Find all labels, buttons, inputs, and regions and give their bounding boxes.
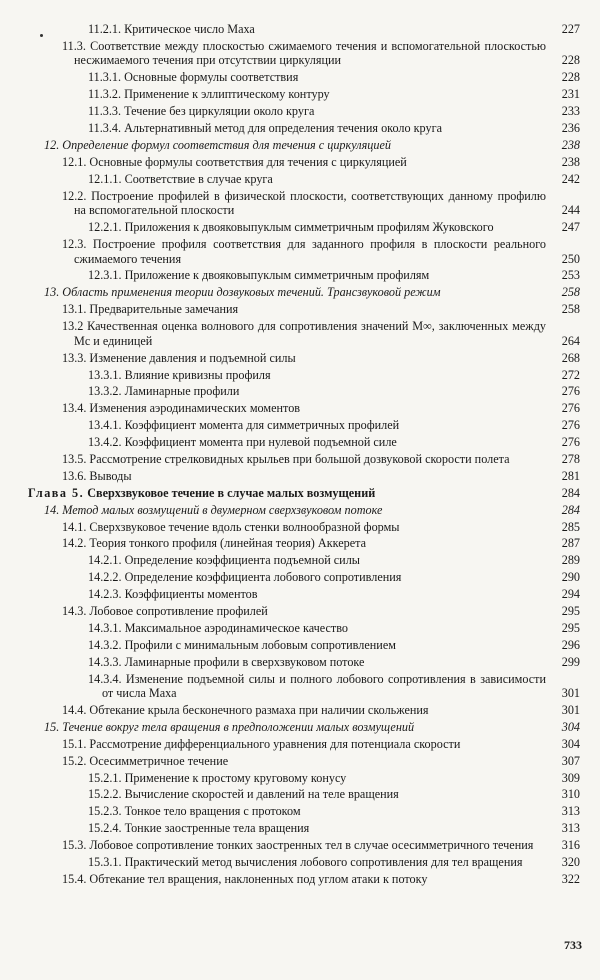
- toc-entry-body: [28, 872, 580, 887]
- toc-entry-page: 284: [561, 502, 580, 517]
- toc-entry-page: 290: [561, 570, 580, 585]
- toc-entry-number: 11.2.1.: [88, 22, 122, 36]
- toc-entry-title: Максимальное аэродинамическое качество: [124, 620, 348, 635]
- toc-entry: [28, 703, 580, 718]
- toc-entry-page: 272: [561, 367, 580, 382]
- toc-entry-body: [28, 138, 580, 153]
- toc-entry-title: Метод малых возмущений в двумерном сверхзвуковом потоке: [62, 502, 383, 517]
- toc-entry-number: 13.1.: [62, 302, 87, 317]
- toc-entry-number: 13.4.1.: [88, 418, 122, 433]
- toc-entry-body: [28, 172, 580, 187]
- toc-entry-body: [28, 621, 580, 636]
- toc-entry: [28, 87, 580, 102]
- toc-entry: [28, 720, 580, 735]
- toc-entry-number: 12.3.: [62, 236, 87, 251]
- toc-entry-title: Изменение давления и подъемной силы: [89, 350, 296, 365]
- toc-entry-body: [28, 401, 580, 416]
- toc-entry-title: Течение вокруг тела вращения в предположении малых возмущений: [62, 719, 415, 734]
- toc-entry-number: 11.3.: [62, 38, 86, 53]
- toc-entry-title: Практический метод вычисления лобового сопротивления для тел вращения: [124, 855, 523, 870]
- toc-entry-title: Определение коэффициента лобового сопротивления: [124, 570, 402, 585]
- toc-entry-number: 13.3.: [62, 350, 87, 365]
- toc-entry: [28, 737, 580, 752]
- toc-entry-body: [28, 368, 580, 383]
- toc-entry: [28, 621, 580, 636]
- toc-entry-title: Коэффициент момента при нулевой подъемной силе: [124, 435, 397, 450]
- toc-entry: [28, 553, 580, 568]
- toc-entry-number: 14.3.4.: [88, 671, 122, 686]
- toc-entry-page: 258: [561, 302, 580, 317]
- toc-entry: [28, 401, 580, 416]
- toc-entry-title: Альтернативный метод для определения течения около круга: [124, 121, 442, 136]
- toc-entry: [28, 39, 580, 68]
- toc-entry-page: 228: [561, 70, 580, 85]
- toc-entry-page: 304: [561, 736, 580, 751]
- ink-speck: [40, 34, 43, 37]
- toc-entry-body: [28, 503, 580, 518]
- toc-entry-page: 238: [561, 154, 580, 169]
- toc-entry-body: [28, 838, 580, 853]
- toc-entry-body: [28, 302, 580, 317]
- toc-entry-title: Построение профиля соответствия для заданного профиля в плоскости реального сжимаемого течения: [74, 236, 546, 266]
- toc-entry-title: Сверхзвуковое течение вдоль стенки волнообразной формы: [89, 519, 400, 534]
- toc-entry: [28, 872, 580, 887]
- toc-entry-page: 284: [561, 485, 580, 500]
- toc-entry-body: [28, 319, 580, 348]
- toc-entry-page: 316: [561, 838, 580, 853]
- toc-entry-number: 14.3.2.: [88, 637, 122, 652]
- toc-entry-number: Глава 5.: [28, 485, 85, 500]
- toc-entry-body: [28, 351, 580, 366]
- toc-entry-page: 247: [561, 220, 580, 235]
- toc-entry-number: 14.: [44, 502, 60, 517]
- toc-entry-title: Приложение к двояковыпуклым симметричным профилям: [124, 268, 430, 283]
- toc-entry-title: Применение к простому круговому конусу: [124, 770, 347, 785]
- toc-entry-page: 258: [561, 285, 580, 300]
- toc-entry-title: Соответствие между плоскостью сжимаемого течения и вспомогательной плоскостью несжимаемого течения при отсутствии циркуляции: [74, 38, 546, 68]
- toc-entry-number: 14.3.1.: [88, 620, 122, 635]
- toc-entry-page: 294: [561, 587, 580, 602]
- toc-entry-title: Влияние кривизны профиля: [124, 367, 271, 382]
- toc-entry-body: [28, 720, 580, 735]
- toc-entry-body: [28, 604, 580, 619]
- toc-entry-page: 301: [561, 686, 580, 701]
- toc-entry-number: 11.3.1.: [88, 70, 122, 85]
- toc-entry-body: [28, 237, 580, 266]
- toc-entry: [28, 237, 580, 266]
- table-of-contents: [28, 22, 580, 889]
- toc-entry-title: Основные формулы соответствия для течения с циркуляцией: [89, 154, 407, 169]
- toc-entry-title: Лобовое сопротивление профилей: [89, 603, 268, 618]
- toc-entry: [28, 70, 580, 85]
- toc-entry-body: [28, 70, 580, 85]
- toc-entry-body: [28, 268, 580, 283]
- toc-entry-page: 287: [561, 536, 580, 551]
- toc-entry-title: Течение без циркуляции около круга: [124, 104, 315, 119]
- toc-entry-number: 15.3.: [62, 838, 87, 853]
- toc-entry-page: 236: [561, 121, 580, 136]
- toc-entry-body: [28, 121, 580, 136]
- toc-entry-title: Определение коэффициента подъемной силы: [124, 553, 360, 568]
- toc-entry-title: Изменение подъемной силы и полного лобового сопротивления в зависимости от числа Маха: [102, 671, 547, 701]
- toc-entry-body: [28, 285, 580, 300]
- toc-entry-number: 15.: [44, 719, 60, 734]
- toc-entry: [28, 570, 580, 585]
- toc-entry-page: 296: [561, 637, 580, 652]
- toc-entry-body: [28, 87, 580, 102]
- toc-entry-body: [28, 469, 580, 484]
- toc-entry-page: 228: [561, 53, 580, 68]
- toc-entry: [28, 435, 580, 450]
- toc-entry-body: [28, 754, 580, 769]
- toc-entry: [28, 189, 580, 218]
- toc-entry: [28, 384, 580, 399]
- toc-entry-body: [28, 189, 580, 218]
- toc-entry-number: 11.3.4.: [88, 121, 122, 136]
- toc-entry-title: Сверхзвуковое течение в случае малых возмущений: [87, 485, 376, 500]
- toc-entry-number: 12.2.1.: [88, 220, 122, 235]
- toc-entry-page: 301: [561, 703, 580, 718]
- toc-entry-page: 227: [561, 22, 580, 36]
- toc-entry-body: [28, 435, 580, 450]
- toc-entry-title: Предварительные замечания: [89, 302, 239, 317]
- toc-entry-number: 12.2.: [62, 188, 87, 203]
- toc-entry-number: 11.3.2.: [88, 87, 122, 102]
- toc-entry-body: [28, 587, 580, 602]
- toc-entry-number: 12.: [44, 137, 60, 152]
- toc-entry: [28, 22, 580, 37]
- toc-entry-body: [28, 452, 580, 467]
- toc-entry-title: Лобовое сопротивление тонких заостренных тел в случае осесимметричного течения: [89, 838, 534, 853]
- toc-entry-body: [28, 855, 580, 870]
- toc-entry-body: [28, 104, 580, 119]
- toc-entry: [28, 804, 580, 819]
- toc-entry-number: 14.2.3.: [88, 587, 122, 602]
- toc-entry-number: 15.3.1.: [88, 855, 122, 870]
- toc-entry-body: [28, 486, 580, 501]
- toc-entry: [28, 155, 580, 170]
- toc-entry-body: [28, 655, 580, 670]
- toc-entry-title: Теория тонкого профиля (линейная теория) Аккерета: [89, 536, 367, 551]
- toc-entry-page: 268: [561, 350, 580, 365]
- toc-entry-body: [28, 787, 580, 802]
- toc-entry-page: 276: [561, 435, 580, 450]
- toc-entry-page: 309: [561, 770, 580, 785]
- toc-entry-page: 313: [561, 804, 580, 819]
- toc-entry-page: 304: [561, 719, 580, 734]
- toc-entry: [28, 138, 580, 153]
- toc-entry-body: [28, 771, 580, 786]
- toc-entry-title: Профили с минимальным лобовым сопротивлением: [124, 637, 396, 652]
- toc-entry-number: 14.2.1.: [88, 553, 122, 568]
- toc-entry-page: 276: [561, 418, 580, 433]
- toc-entry-page: 264: [561, 333, 580, 348]
- toc-entry-body: [28, 155, 580, 170]
- toc-entry-body: [28, 553, 580, 568]
- toc-entry-number: 15.2.2.: [88, 787, 122, 802]
- toc-entry-body: [28, 520, 580, 535]
- toc-entry-title: Применение к эллиптическому контуру: [124, 87, 330, 102]
- toc-entry-number: 13.: [44, 285, 60, 300]
- toc-entry-title: Критическое число Маха: [124, 22, 255, 36]
- toc-entry: [28, 220, 580, 235]
- toc-entry-page: 242: [561, 171, 580, 186]
- toc-entry-title: Ламинарные профили в сверхзвуковом потоке: [124, 654, 365, 669]
- toc-entry-page: 238: [561, 137, 580, 152]
- toc-entry-page: 322: [561, 871, 580, 886]
- toc-entry-body: [28, 737, 580, 752]
- toc-entry-page: 231: [561, 87, 580, 102]
- toc-entry-number: 12.1.1.: [88, 171, 122, 186]
- toc-entry: [28, 319, 580, 348]
- toc-entry-title: Определение формул соответствия для течения с циркуляцией: [62, 137, 391, 152]
- toc-entry-number: 13.3.2.: [88, 384, 122, 399]
- toc-entry-body: [28, 39, 580, 68]
- toc-entry: [28, 587, 580, 602]
- toc-entry-page: 276: [561, 384, 580, 399]
- toc-entry-number: 15.1.: [62, 736, 87, 751]
- toc-entry-page: 285: [561, 519, 580, 534]
- toc-entry: [28, 172, 580, 187]
- toc-entry-number: 14.4.: [62, 703, 87, 718]
- toc-entry-number: 13.5.: [62, 451, 87, 466]
- toc-entry-title: Построение профилей в физической плоскости, соответствующих данному профилю на вспомогательной плоскости: [74, 188, 546, 218]
- toc-entry: [28, 754, 580, 769]
- toc-entry-number: 12.1.: [62, 154, 87, 169]
- toc-entry-title: Область применения теории дозвуковых течений. Трансзвуковой режим: [62, 285, 441, 300]
- toc-entry-body: [28, 418, 580, 433]
- chapter-heading: [28, 486, 580, 501]
- toc-entry-number: 14.2.: [62, 536, 87, 551]
- page-number: 733: [564, 938, 582, 952]
- toc-entry: [28, 418, 580, 433]
- toc-entry: [28, 104, 580, 119]
- toc-entry-page: 278: [561, 451, 580, 466]
- toc-entry-body: [28, 220, 580, 235]
- toc-entry-number: 15.4.: [62, 871, 87, 886]
- toc-entry-title: Выводы: [89, 468, 132, 483]
- toc-entry: [28, 503, 580, 518]
- toc-entry-title: Изменения аэродинамических моментов: [89, 401, 301, 416]
- toc-entry: [28, 771, 580, 786]
- toc-entry-number: 15.2.3.: [88, 804, 122, 819]
- toc-entry: [28, 368, 580, 383]
- toc-entry-body: [28, 384, 580, 399]
- toc-entry-page: 310: [561, 787, 580, 802]
- toc-entry-page: 313: [561, 821, 580, 836]
- toc-entry: [28, 121, 580, 136]
- toc-entry-title: Коэффициенты моментов: [124, 587, 258, 602]
- toc-entry-number: 12.3.1.: [88, 268, 122, 283]
- toc-entry-title: Основные формулы соответствия: [124, 70, 299, 85]
- toc-entry: [28, 655, 580, 670]
- toc-entry-number: 13.4.: [62, 401, 87, 416]
- toc-entry-number: 13.2: [62, 319, 84, 334]
- toc-entry-number: 14.2.2.: [88, 570, 122, 585]
- toc-entry-page: 253: [561, 268, 580, 283]
- toc-entry-title: Соответствие в случае круга: [124, 171, 273, 186]
- toc-entry-title: Осесимметричное течение: [89, 753, 229, 768]
- toc-entry-title: Обтекание тел вращения, наклоненных под углом атаки к потоку: [89, 871, 428, 886]
- toc-entry: [28, 285, 580, 300]
- toc-entry-page: 250: [561, 251, 580, 266]
- toc-entry: [28, 787, 580, 802]
- toc-entry-number: 14.3.: [62, 603, 87, 618]
- toc-entry-body: [28, 821, 580, 836]
- toc-entry-title: Качественная оценка волнового для сопротивления значений M∞, заключенных между Mc и единицей: [74, 319, 547, 348]
- toc-entry-number: 14.3.3.: [88, 654, 122, 669]
- toc-entry-page: 299: [561, 654, 580, 669]
- toc-entry: [28, 452, 580, 467]
- toc-entry: [28, 520, 580, 535]
- toc-entry: [28, 821, 580, 836]
- toc-entry: [28, 351, 580, 366]
- toc-entry-page: 233: [561, 104, 580, 119]
- toc-entry-title: Ламинарные профили: [124, 384, 240, 399]
- toc-entry-title: Тонкие заостренные тела вращения: [124, 821, 310, 836]
- toc-entry-body: [28, 536, 580, 551]
- toc-entry-body: [28, 804, 580, 819]
- toc-entry: [28, 604, 580, 619]
- toc-entry: [28, 672, 580, 701]
- toc-entry: [28, 268, 580, 283]
- toc-entry: [28, 855, 580, 870]
- toc-entry: [28, 469, 580, 484]
- toc-entry-title: Коэффициент момента для симметричных профилей: [124, 418, 400, 433]
- toc-entry: [28, 302, 580, 317]
- toc-entry-number: 11.3.3.: [88, 104, 122, 119]
- toc-entry-title: Вычисление скоростей и давлений на теле вращения: [124, 787, 399, 802]
- toc-entry-title: Рассмотрение дифференциального уравнения для потенциала скорости: [89, 736, 461, 751]
- toc-entry-body: [28, 22, 580, 37]
- toc-entry-number: 13.4.2.: [88, 435, 122, 450]
- toc-entry: [28, 536, 580, 551]
- toc-entry-page: 320: [561, 855, 580, 870]
- toc-entry-title: Обтекание крыла бесконечного размаха при наличии скольжения: [89, 703, 429, 718]
- toc-entry-page: 289: [561, 553, 580, 568]
- toc-entry-page: 276: [561, 401, 580, 416]
- toc-entry: [28, 638, 580, 653]
- toc-entry-number: 13.3.1.: [88, 367, 122, 382]
- toc-entry-title: Тонкое тело вращения с протоком: [124, 804, 301, 819]
- toc-entry-page: 295: [561, 620, 580, 635]
- toc-entry-body: [28, 570, 580, 585]
- toc-entry-body: [28, 703, 580, 718]
- toc-entry-body: [28, 638, 580, 653]
- toc-entry-number: 13.6.: [62, 468, 87, 483]
- toc-entry-number: 15.2.4.: [88, 821, 122, 836]
- toc-entry-number: 14.1.: [62, 519, 87, 534]
- toc-entry-number: 15.2.: [62, 753, 87, 768]
- toc-entry-page: 307: [561, 753, 580, 768]
- toc-entry: [28, 838, 580, 853]
- toc-entry-page: 295: [561, 603, 580, 618]
- toc-entry-number: 15.2.1.: [88, 770, 122, 785]
- toc-entry-body: [28, 672, 580, 701]
- toc-entry-title: Приложения к двояковыпуклым симметричным профилям Жуковского: [124, 220, 494, 235]
- toc-entry-page: 281: [561, 468, 580, 483]
- toc-entry-title: Рассмотрение стрелковидных крыльев при большой дозвуковой скорости полета: [89, 451, 510, 466]
- toc-entry-page: 244: [561, 203, 580, 218]
